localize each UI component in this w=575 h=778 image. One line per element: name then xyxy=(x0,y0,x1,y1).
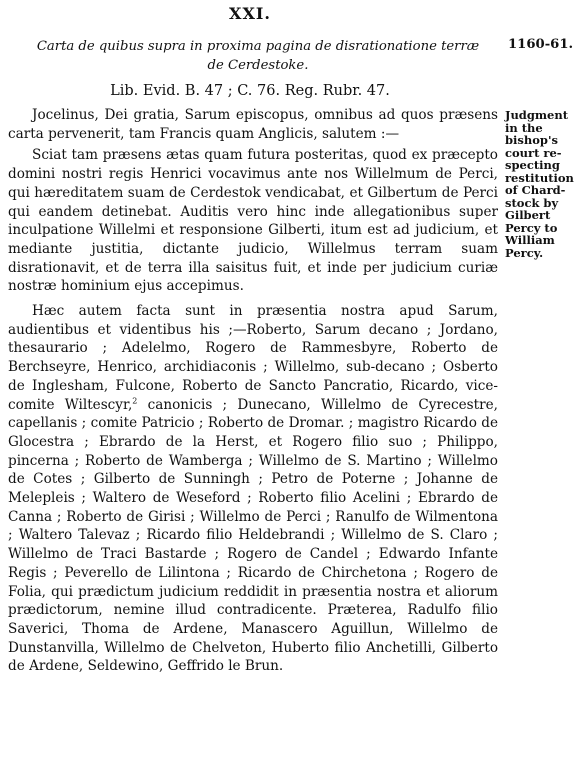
footnote-marker: 2 xyxy=(132,396,138,406)
witnesses-paragraph xyxy=(8,302,498,676)
witnesses-text-end: canonicis ; Dunecano, Willelmo de Cyrecestre, capellanis ; comite Patricio ; Roberto de Dromar. ; magistro Ricardo de Glocestra ; Ebrardo de la Herst, et Rogero filio suo ; Philippo, pincerna ; Roberto de Wamberga ; Willelmo de S. Martino ; Willelmo de Cotes ; Gilberto de Sunningh ; Petro de Poterne ; Johanne de Melepleis ; Waltero de Weseford ; Roberto filio Acelini ; Ebrardo de Canna ; Roberto de Girisi ; Willelmo de Perci ; Ranulfo de Wilmentona ; Waltero Talevaz ; Ricardo filio Heldebrandi ; Willelmo de S. Claro ; Willelmo de Traci Bastarde ; Rogero de Candel ; Edwardo Infante Regis ; Peverello de Lilintona ; Ricardo de Chirchetona ; Rogero de Folia, qui prædictum judicium reddidit in præsentia nostra et aliorum prædictorum, nemine illud contradicente. Præterea, Radulfo filio Saverici, Thoma de Ardene, Manascero Aguillun, Willelmo de Dunstanvilla, Willelmo de Chelveton, Huberto filio Anchetilli, Gilberto de Ardene, Seldewino, Geffrido le Brun. xyxy=(8,396,498,675)
charter-body xyxy=(8,106,498,679)
salutation-paragraph: Jocelinus, Dei gratia, Sarum episcopus, omnibus ad quos præsens carta pervenerit, tam Francis quam Anglicis, salutem :— xyxy=(8,107,498,142)
charter-number: XXI. xyxy=(229,4,271,23)
charter-heading: Carta de quibus supra in proxima pagina de disrationatione terræ de Cerdestoke. xyxy=(36,39,480,73)
witnesses-text-start: Hæc autem facta sunt in præsentia nostra apud Sarum, audientibus et videntibus his ;—Roberto, Sarum decano ; Jordano, thesaurario ; Adelelmo, Rogero de Rammesbyre, Roberto de Berchseyre, Henrico, archidiaconis ; Willelmo, sub-decano ; Osberto de Inglesham, Fulcone, Roberto de Sancto Pancratio, Ricardo, vice-comite Wiltescyr, xyxy=(8,303,498,413)
source-references: Lib. Evid. B. 47 ; C. 76. Reg. Rubr. 47. xyxy=(110,83,390,99)
charter-date: 1160-61. xyxy=(508,37,574,52)
judgment-paragraph: Sciat tam præsens ætas quam futura posteritas, quod ex præcepto domini nostri regis Henrici vocavimus ante nos Willelmum de Perci, qui hæreditatem suam de Cerdestok vendicabat, et Gilbertum de Perci qui eandem detinebat. Auditis vero hinc inde allegationibus super inculpatione Willelmi et responsione Gilberti, itum est ad judicium, et mediante justitia, dictante judicio, Willelmus terram suam disrationavit, et de terra illa saisitus fuit, et inde per judicium curiæ nostræ hominium ejus accepimus. xyxy=(8,147,498,295)
margin-sidenote: Judgment in the bishop's court re- specting restitution of Chard- stock by Gilbert Percy to William Percy. xyxy=(505,108,574,260)
